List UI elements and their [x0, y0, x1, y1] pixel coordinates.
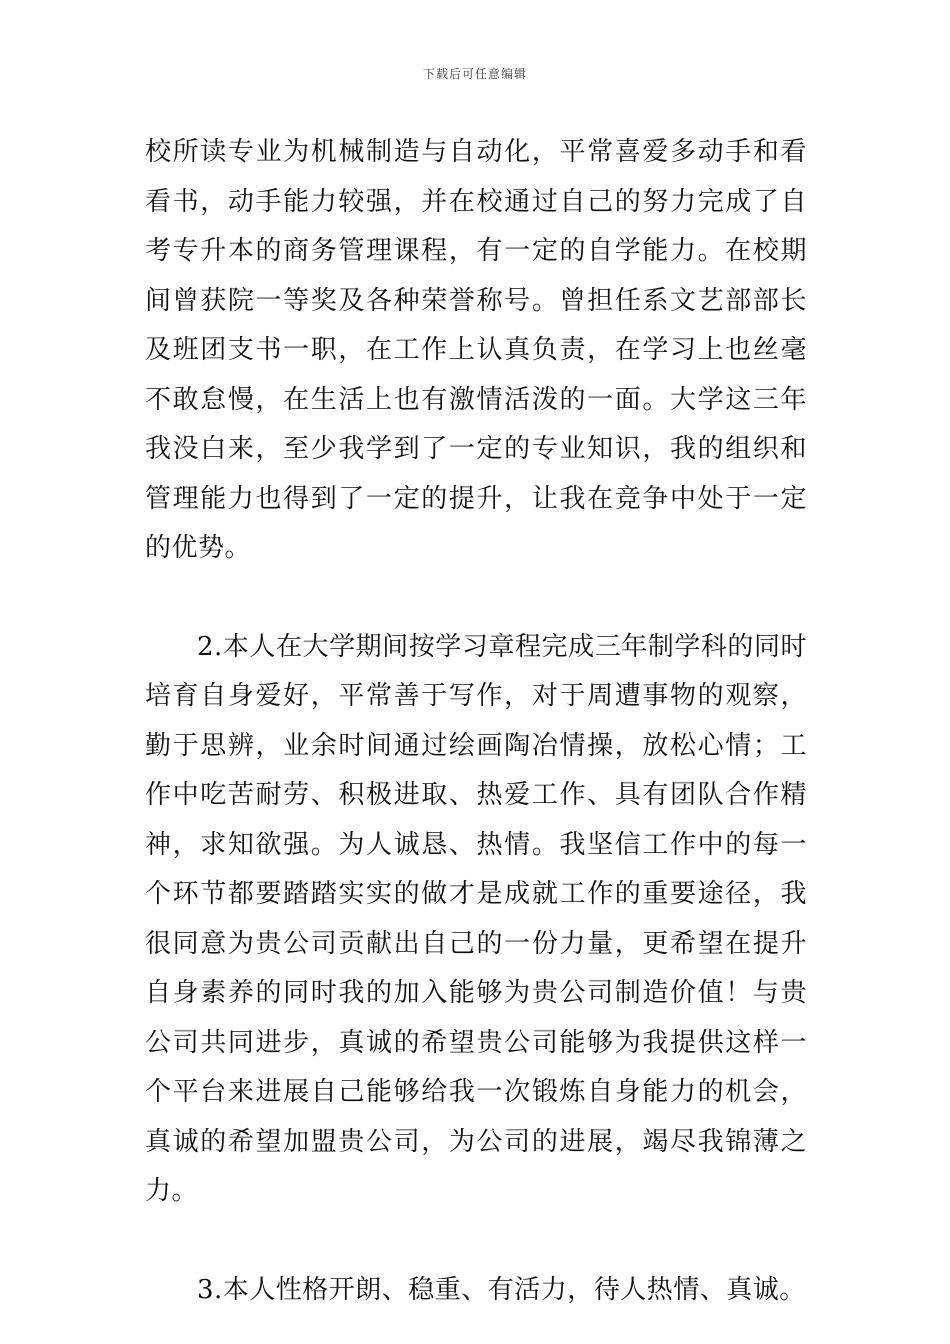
paragraph-1: 校所读专业为机械制造与自动化，平常喜爱多动手和看看书，动手能力较强，并在校通过自己的努力完成了自考专升本的商务管理课程，有一定的自学能力。在校期间曾获院一等奖及各种荣誉称号。曾担任系文艺部部长及班团支书一职，在工作上认真负责，在学习上也丝毫不敢怠慢，在生活上也有激情活泼的一面。大学这三年我没白来，至少我学到了一定的专业知识，我的组织和管理能力也得到了一定的提升，让我在竞争中处于一定的优势。 — [145, 137, 807, 563]
paragraph-gap — [145, 574, 807, 623]
paragraph-2: 2.本人在大学期间按学习章程完成三年制学科的同时培育自身爱好，平常善于写作，对于周遭事物的观察，勤于思辨，业余时间通过绘画陶冶情操，放松心情；工作中吃苦耐劳、积极进取、热爱工作、具有团队合作精神，求知欲强。为人诚恳、热情。我坚信工作中的每一个环节都要踏踏实实的做才是成就工作的重要途径，我很同意为贵公司贡献出自己的一份力量，更希望在提升自身素养的同时我的加入能够为贵公司制造价值！与贵公司共同进步，真诚的希望贵公司能够为我提供这样一个平台来进展自己能够给我一次锻炼自身能力的机会，真诚的希望加盟贵公司，为公司的进展，竭尽我锦薄之力。 — [145, 631, 807, 1206]
document-body — [145, 128, 807, 1315]
paragraph-gap — [145, 1217, 807, 1266]
page-header-note: 下载后可任意编辑 — [422, 67, 527, 81]
paragraph-3: 3.本人性格开朗、稳重、有活力，待人热情、真诚。 — [197, 1274, 806, 1305]
